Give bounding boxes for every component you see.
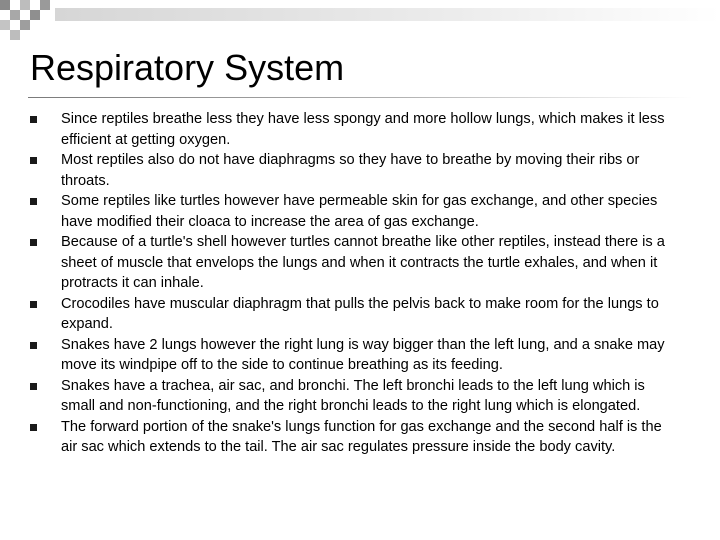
- square-bullet-icon: [30, 424, 37, 431]
- header-checker-decoration: [0, 0, 720, 40]
- square-bullet-icon: [30, 116, 37, 123]
- square-bullet-icon: [30, 157, 37, 164]
- square-bullet-icon: [30, 342, 37, 349]
- bullet-item: [30, 109, 670, 150]
- bullet-item: [30, 232, 670, 294]
- bullet-item: [30, 294, 670, 335]
- bullet-text: Crocodiles have muscular diaphragm that pulls the pelvis back to make room for the lungs to expand.: [61, 295, 659, 332]
- bullet-item: [30, 335, 670, 376]
- square-bullet-icon: [30, 383, 37, 390]
- bullet-text: Because of a turtle's shell however turtles cannot breathe like other reptiles, instead there is a sheet of muscle that envelops the lungs and when it contracts the turtle exhales, and when it protracts it can inhale.: [61, 234, 665, 291]
- bullet-text: Since reptiles breathe less they have less spongy and more hollow lungs, which makes it less efficient at getting oxygen.: [61, 111, 665, 148]
- bullet-list: [30, 109, 670, 458]
- bullet-text: Most reptiles also do not have diaphragms so they have to breathe by moving their ribs or throats.: [61, 152, 640, 189]
- bullet-item: [30, 376, 670, 417]
- bullet-item: [30, 417, 670, 458]
- title-divider: [28, 97, 693, 98]
- square-bullet-icon: [30, 301, 37, 308]
- bullet-text: The forward portion of the snake's lungs function for gas exchange and the second half is the air sac which extends to the tail. The air sac regulates pressure inside the body cavity.: [61, 418, 662, 455]
- bullet-item: [30, 191, 670, 232]
- bullet-item: [30, 150, 670, 191]
- bullet-text: Some reptiles like turtles however have permeable skin for gas exchange, and other species have modified their cloaca to increase the area of gas exchange.: [61, 193, 658, 230]
- bullet-text: Snakes have a trachea, air sac, and bronchi. The left bronchi leads to the left lung which is small and non-functioning, and the right bronchi leads to the right lung which is elongated.: [61, 377, 645, 414]
- bullet-text: Snakes have 2 lungs however the right lung is way bigger than the left lung, and a snake may move its windpipe off to the side to continue breathing as its feeding.: [61, 336, 665, 373]
- slide-title: Respiratory System: [30, 47, 345, 88]
- square-bullet-icon: [30, 239, 37, 246]
- square-bullet-icon: [30, 198, 37, 205]
